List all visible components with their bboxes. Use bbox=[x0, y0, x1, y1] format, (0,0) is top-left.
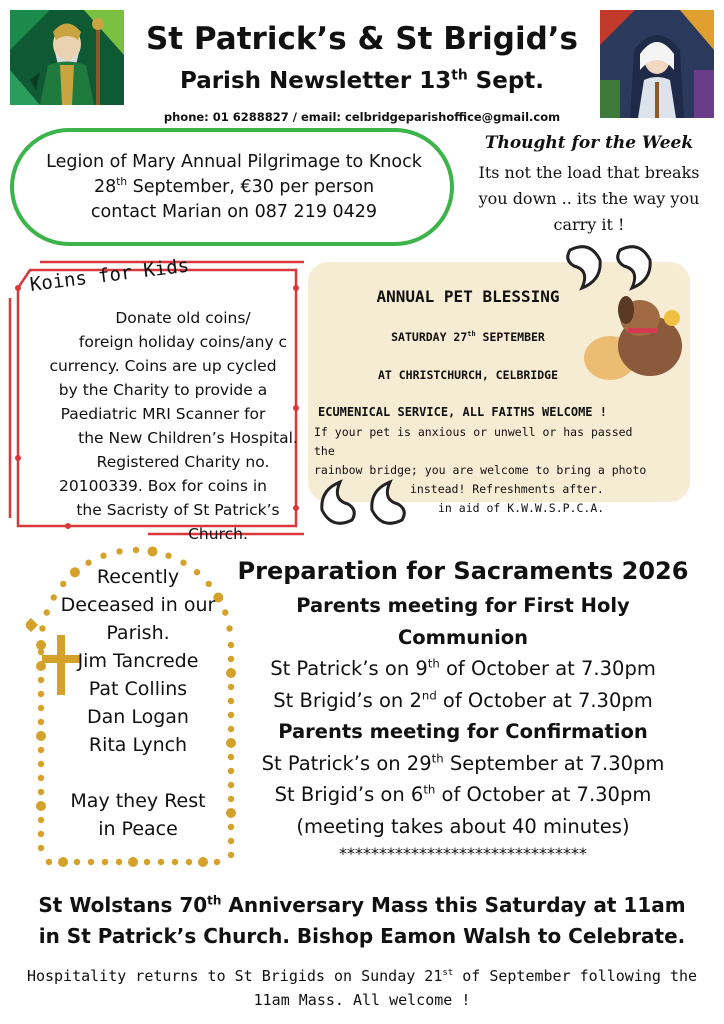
rosary-bead bbox=[116, 859, 122, 865]
sacraments-details: Parents meeting for First Holy Communion St Patrick’s on 9th of October at 7.30pm St Brigid’s on 2nd of October at 7.30pm Parents meeting for Confirmation St Patrick’s on 29th September at 7.30pm St Brigid’s on 6th of October at 7.30pm (meeting takes about 40 minutes) ******************************* bbox=[232, 590, 694, 866]
rosary-bead bbox=[58, 857, 68, 867]
hospitality-announcement: Hospitality returns to St Brigids on Sunday 21st of September following the 11am Mass. All welcome ! bbox=[26, 967, 698, 1009]
rosary-bead bbox=[88, 859, 94, 865]
legion-pilgrimage-text: Legion of Mary Annual Pilgrimage to Knock 28th September, €30 per person contact Marian on 087 219 0429 bbox=[46, 152, 422, 222]
rosary-bead bbox=[172, 859, 178, 865]
deceased-name: Rita Lynch bbox=[88, 734, 188, 756]
contact-line: phone: 01 6288827 / email: celbridgeparishoffice@gmail.com bbox=[163, 110, 561, 124]
rosary-bead bbox=[74, 859, 80, 865]
koins-text: Donate old coins/ foreign holiday coins/any c currency. Coins are up cycled by the Charity to provide a Paediatric MRI Scanner for the New Children’s Hospital. Registered Charity no. 20100339. Box for coins in the Sacristy of St Patrick’s Church. bbox=[49, 309, 298, 543]
rosary-bead bbox=[198, 857, 208, 867]
deceased-list: Recently Deceased in our Parish. Jim Tancrede Pat Collins Dan Logan Rita Lynch May they Rest in Peace bbox=[40, 563, 236, 843]
communion-heading: Parents meeting for First Holy Communion bbox=[296, 594, 630, 649]
pet-blessing-ecumenical: ECUMENICAL SERVICE, ALL FAITHS WELCOME ! bbox=[318, 405, 607, 419]
wolstans-announcement: St Wolstans 70th Anniversary Mass this Saturday at 11am in St Patrick’s Church. Bishop Eamon Walsh to Celebrate. bbox=[38, 893, 686, 948]
deceased-name: Pat Collins bbox=[88, 678, 188, 700]
pet-blessing-date: SATURDAY 27th SEPTEMBER bbox=[391, 330, 545, 344]
sacraments-title: Preparation for Sacraments 2026 bbox=[237, 557, 689, 585]
thought-text: Its not the load that breaks you down .. its the way you carry it ! bbox=[478, 163, 700, 234]
rosary-bead bbox=[133, 547, 139, 553]
koins-title: Koins for Kids bbox=[28, 254, 191, 296]
newsletter-title: St Patrick’s & St Brigid’s bbox=[145, 21, 579, 57]
thought-title: Thought for the Week bbox=[484, 133, 694, 153]
rosary-bead bbox=[38, 845, 44, 851]
deceased-name: Dan Logan bbox=[87, 706, 189, 728]
rosary-bead bbox=[165, 553, 171, 559]
rosary-bead bbox=[186, 859, 192, 865]
rosary-bead bbox=[144, 859, 150, 865]
rosary-bead bbox=[147, 546, 157, 556]
rosary-bead bbox=[46, 859, 52, 865]
st-patrick-image bbox=[10, 10, 124, 105]
newsletter-subtitle: Parish Newsletter 13th Sept. bbox=[179, 67, 545, 94]
rosary-bead bbox=[128, 857, 138, 867]
rosary-bead bbox=[100, 553, 106, 559]
rosary-bead bbox=[116, 548, 122, 554]
pet-blessing-body: If your pet is anxious or unwell or has passed the rainbow bridge; you are welcome to bring a photo instead! Refreshments after. in aid of K.W.W.S.P.C.A. bbox=[314, 425, 647, 515]
rosary-bead bbox=[102, 859, 108, 865]
st-brigid-image bbox=[600, 10, 714, 118]
confirmation-heading: Parents meeting for Confirmation bbox=[278, 720, 648, 743]
rosary-bead bbox=[214, 859, 220, 865]
stars-divider: ******************************* bbox=[339, 844, 587, 863]
rosary-bead bbox=[158, 859, 164, 865]
pet-blessing-place: AT CHRISTCHURCH, CELBRIDGE bbox=[377, 368, 558, 382]
deceased-name: Jim Tancrede bbox=[77, 650, 199, 672]
pet-blessing-title: ANNUAL PET BLESSING bbox=[376, 287, 560, 306]
